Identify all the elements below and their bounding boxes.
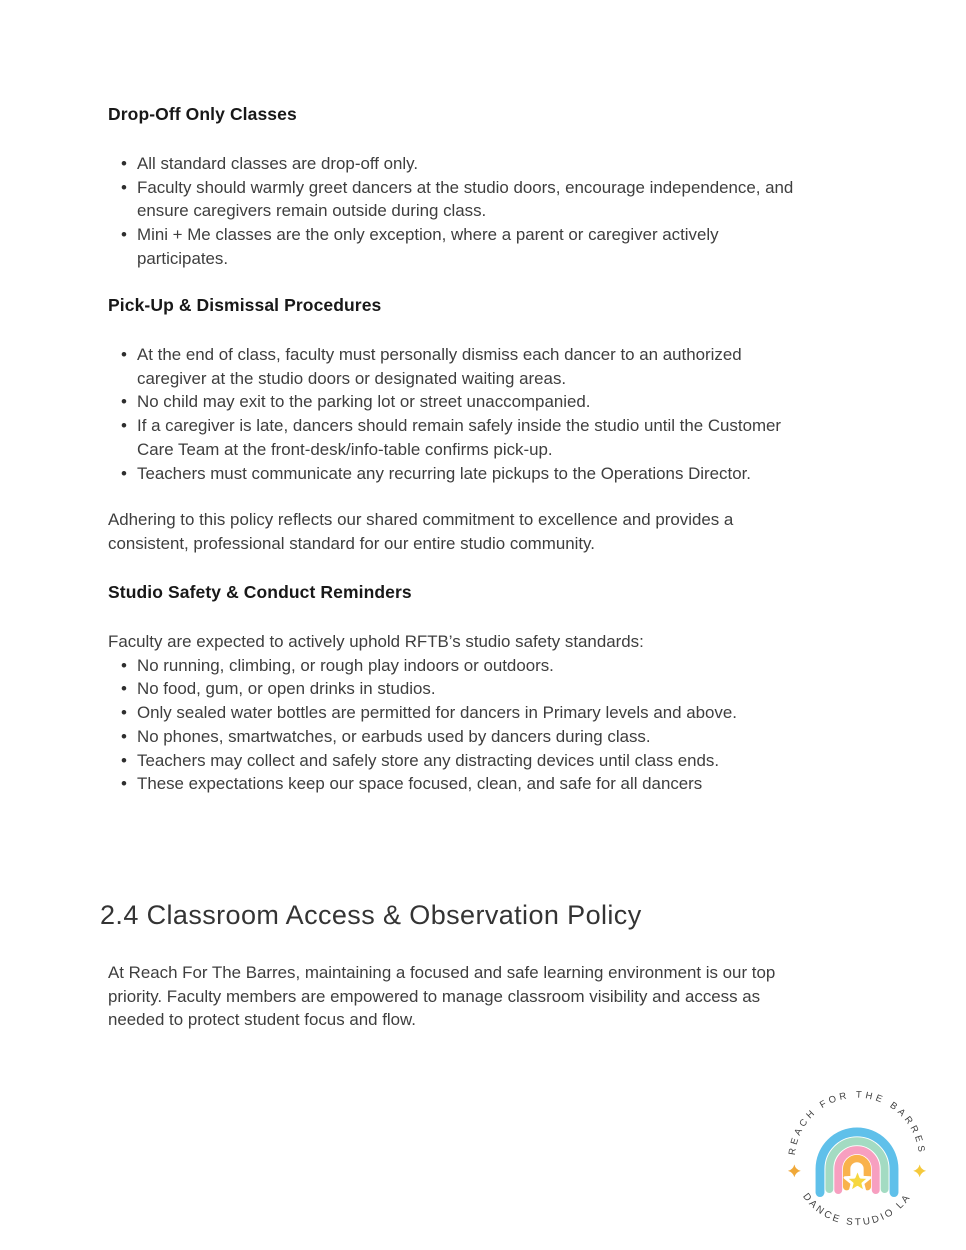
section-classroom-access-policy: [100, 899, 798, 1032]
list-item: • All standard classes are drop-off only.: [108, 152, 798, 176]
bullet-list: [108, 654, 798, 796]
policy-paragraph: At Reach For The Barres, maintaining a focused and safe learning environment is our top priority. Faculty members are empowered to manage classroom visibility and access as needed to protect student focus and flow.: [108, 963, 776, 1030]
logo-arc-top-text: REACH FOR THE BARRES: [786, 1089, 928, 1156]
list-item: • Only sealed water bottles are permitted for dancers in Primary levels and above.: [108, 701, 798, 725]
section-pickup-dismissal: [108, 294, 798, 485]
list-item: • No running, climbing, or rough play indoors or outdoors.: [108, 654, 798, 678]
section-studio-safety: [108, 581, 798, 796]
list-item: • Teachers must communicate any recurring late pickups to the Operations Director.: [108, 462, 798, 486]
section-heading: Studio Safety & Conduct Reminders: [108, 582, 412, 602]
section-intro: Faculty are expected to actively uphold RFTB’s studio safety standards:: [108, 632, 644, 651]
policy-title: 2.4 Classroom Access & Observation Policy: [100, 900, 642, 930]
bullet-list: [108, 152, 798, 271]
list-item: • At the end of class, faculty must personally dismiss each dancer to an authorized caregiver at the studio doors or designated waiting areas.: [108, 343, 798, 390]
list-item: • Mini + Me classes are the only exception, where a parent or caregiver actively participates.: [108, 223, 798, 270]
studio-logo: [783, 1086, 931, 1234]
section-heading: Drop-Off Only Classes: [108, 104, 297, 124]
bullet-list: [108, 343, 798, 485]
list-item: • Faculty should warmly greet dancers at the studio doors, encourage independence, and ensure caregivers remain outside during class.: [108, 176, 798, 223]
list-item: • No food, gum, or open drinks in studios.: [108, 677, 798, 701]
closing-paragraph: Adhering to this policy reflects our shared commitment to excellence and provides a consistent, professional standard for our entire studio community.: [108, 510, 734, 553]
list-item: • No phones, smartwatches, or earbuds used by dancers during class.: [108, 725, 798, 749]
list-item: • No child may exit to the parking lot or street unaccompanied.: [108, 390, 798, 414]
list-item: • Teachers may collect and safely store any distracting devices until class ends.: [108, 749, 798, 773]
list-item: • If a caregiver is late, dancers should remain safely inside the studio until the Customer Care Team at the front-desk/info-table confirms pick-up.: [108, 414, 798, 461]
section-drop-off-only-classes: [108, 103, 798, 271]
logo-arc-bottom-text: DANCE STUDIO LA: [800, 1191, 914, 1229]
sparkle-icon: [913, 1164, 926, 1177]
sparkle-icon: [788, 1164, 801, 1177]
section-heading: Pick-Up & Dismissal Procedures: [108, 295, 382, 315]
list-item: • These expectations keep our space focused, clean, and safe for all dancers: [108, 772, 798, 796]
